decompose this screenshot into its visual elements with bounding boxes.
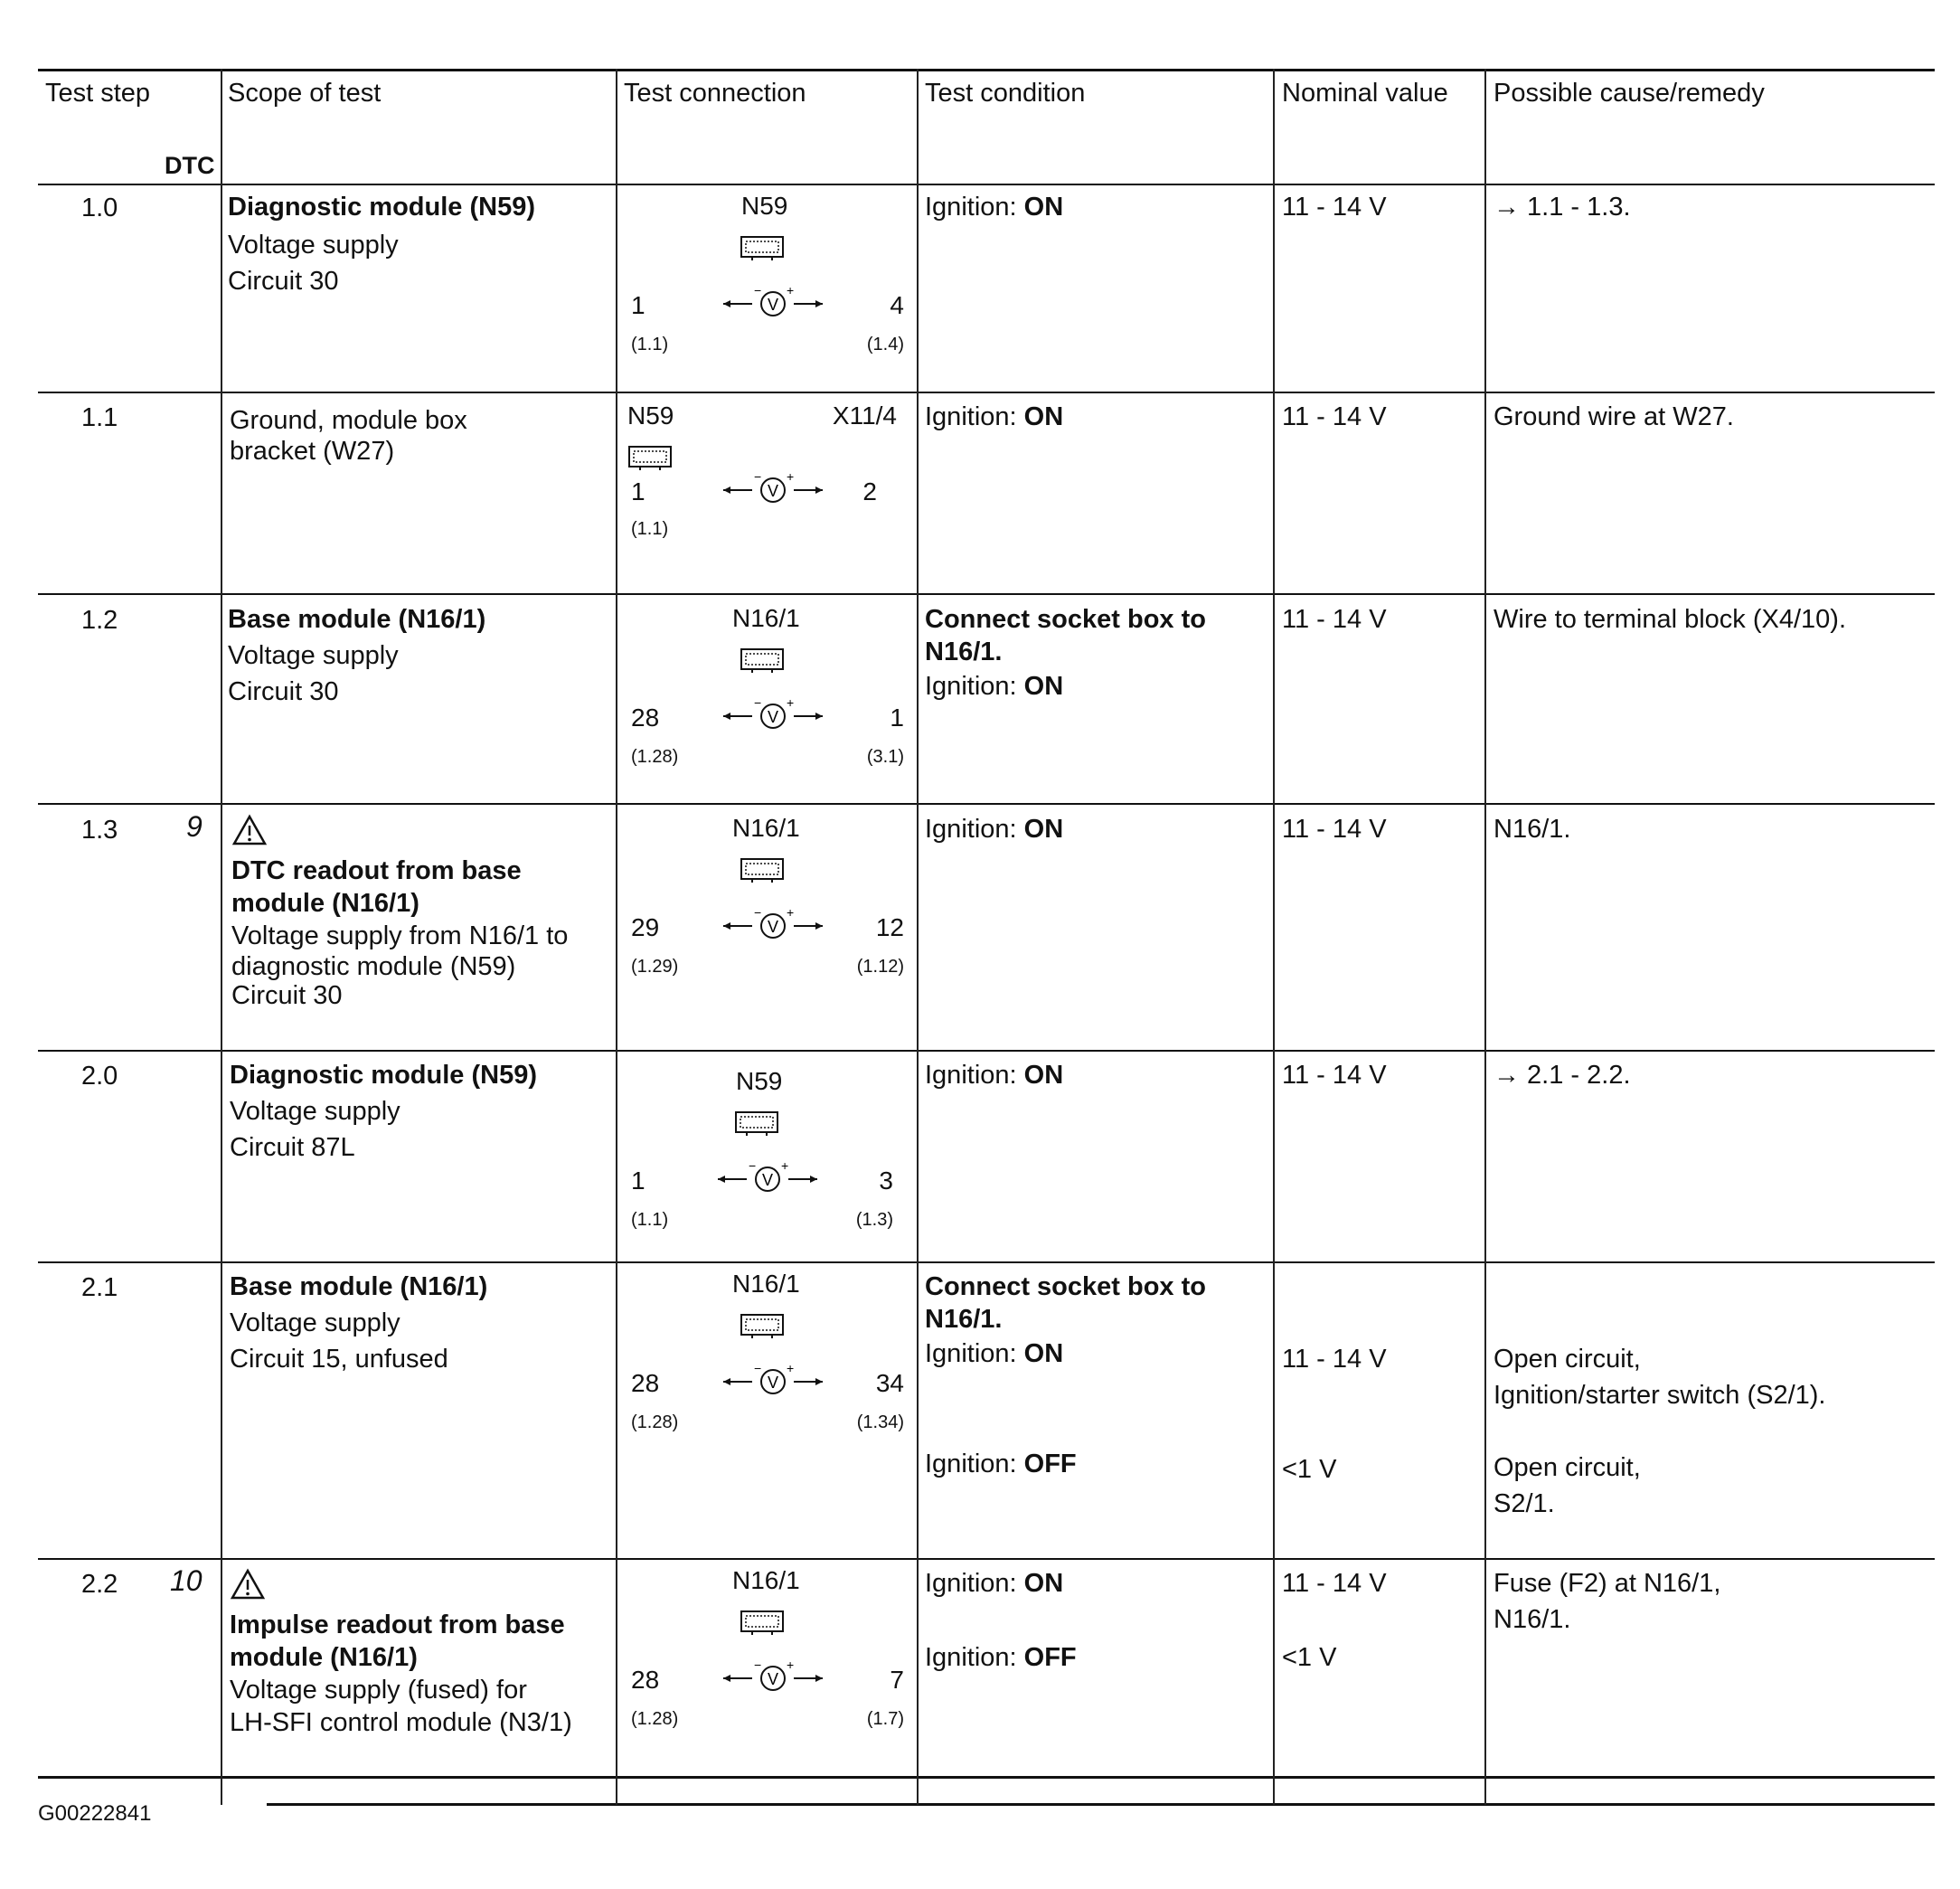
nominal-value: 11 - 14 V (1282, 402, 1387, 431)
test-step-number: 1.3 (81, 816, 118, 845)
condition-label: Ignition: (925, 1339, 1017, 1368)
scope-line: LH-SFI control module (N3/1) (230, 1708, 572, 1737)
condition-label: Ignition: (925, 1061, 1017, 1090)
test-connection-diagram (624, 1270, 913, 1432)
scope-title: Impulse readout from base (230, 1610, 565, 1639)
pin-right-reference: (3.1) (866, 747, 904, 767)
figure-id: G00222841 (38, 1801, 152, 1826)
nominal-value: 11 - 14 V (1282, 815, 1387, 844)
remedy-text: Ground wire at W27. (1494, 402, 1734, 431)
nominal-value: 11 - 14 V (1282, 1569, 1387, 1598)
pin-left-number: 28 (631, 1666, 660, 1694)
remedy-text: Wire to terminal block (X4/10). (1494, 605, 1847, 634)
test-condition (925, 1640, 1077, 1675)
voltmeter-icon (723, 1660, 823, 1696)
test-connection-diagram (624, 604, 913, 767)
nominal-value: 11 - 14 V (1282, 193, 1387, 222)
scope-title: module (N16/1) (230, 1643, 418, 1672)
condition-instruction: N16/1. (925, 1305, 1003, 1334)
header-scope: Scope of test (228, 79, 382, 108)
pin-left-number: 28 (631, 704, 660, 732)
scope-title: Diagnostic module (N59) (230, 1061, 537, 1090)
module-box-icon (627, 445, 674, 472)
row-divider (38, 1558, 1935, 1560)
scope-title: module (N16/1) (231, 889, 419, 918)
scope-line: Circuit 30 (231, 981, 343, 1010)
pin-right-number: 7 (890, 1666, 904, 1694)
svg-text:−: − (754, 698, 762, 710)
pin-right-number: 3 (879, 1166, 893, 1195)
remedy-text: N16/1. (1494, 1605, 1571, 1634)
voltmeter-icon (723, 1364, 823, 1400)
condition-value: OFF (1023, 1643, 1077, 1672)
remedy-text: → 2.1 - 2.2. (1494, 1061, 1631, 1090)
pin-left-reference: (1.29) (631, 957, 679, 977)
pin-left-number: 1 (631, 1166, 645, 1195)
pin-right-reference: (1.12) (856, 957, 904, 977)
svg-text:+: + (787, 286, 795, 298)
module-box-icon (740, 1313, 787, 1340)
table-top-rule (38, 69, 1935, 71)
condition-value: ON (1023, 1339, 1064, 1368)
module-box-icon (740, 647, 787, 675)
test-condition (925, 1336, 1063, 1371)
voltmeter-icon (723, 698, 823, 734)
scope-line: Voltage supply (230, 1097, 400, 1126)
header-condition: Test condition (925, 79, 1086, 108)
header-bottom-rule (38, 184, 1935, 185)
test-condition (925, 1058, 1063, 1092)
connector-label: N59 (741, 192, 788, 220)
voltmeter-icon (723, 472, 823, 508)
pin-left-reference: (1.28) (631, 1412, 679, 1432)
pin-right-reference: (1.4) (866, 335, 904, 354)
pin-left-number: 1 (631, 291, 645, 319)
test-condition (925, 812, 1063, 846)
pin-left-reference: (1.28) (631, 1709, 679, 1729)
condition-value: ON (1023, 1569, 1064, 1598)
scope-title: Diagnostic module (N59) (228, 193, 535, 222)
column-divider (616, 69, 617, 1805)
row-divider (38, 593, 1935, 595)
scope-title: Base module (N16/1) (228, 605, 486, 634)
test-condition (925, 190, 1063, 224)
pin-right-reference: (1.7) (866, 1709, 904, 1729)
condition-value: ON (1023, 193, 1064, 222)
condition-instruction: N16/1. (925, 638, 1003, 666)
module-box-icon (734, 1110, 781, 1138)
row-divider (38, 1776, 1935, 1779)
remedy-text: Open circuit, (1494, 1453, 1641, 1482)
connector-label: N16/1 (732, 604, 800, 632)
svg-text:+: + (787, 1364, 795, 1375)
column-divider (1273, 69, 1275, 1805)
scope-line: Voltage supply (fused) for (230, 1676, 527, 1705)
svg-text:−: − (754, 1660, 762, 1672)
scope-line: Voltage supply (228, 641, 399, 670)
nominal-value: 11 - 14 V (1282, 1061, 1387, 1090)
test-step-number: 1.1 (81, 403, 118, 432)
nominal-value: <1 V (1282, 1455, 1337, 1484)
scope-line: Circuit 30 (228, 267, 339, 296)
svg-text:V: V (761, 1171, 774, 1189)
connector-label: N59 (736, 1067, 783, 1095)
header-dtc: DTC (165, 152, 215, 179)
test-step-number: 2.0 (81, 1062, 118, 1091)
pin-right-number: 4 (890, 291, 904, 319)
column-divider (917, 69, 919, 1805)
condition-value: ON (1023, 402, 1064, 431)
pin-left-number: 29 (631, 913, 660, 941)
remedy-text: N16/1. (1494, 815, 1571, 844)
connector-label: N59 (627, 401, 674, 430)
condition-value: ON (1023, 672, 1064, 701)
svg-text:+: + (787, 908, 795, 920)
svg-text:−: − (754, 472, 762, 484)
svg-text:−: − (754, 286, 762, 298)
remedy-text: Ignition/starter switch (S2/1). (1494, 1381, 1826, 1410)
column-divider (1484, 69, 1486, 1805)
scope-line: Voltage supply (230, 1308, 400, 1337)
connector-label: X11/4 (832, 401, 897, 430)
svg-text:V: V (767, 708, 779, 726)
condition-label: Ignition: (925, 402, 1017, 431)
test-step-number: 2.2 (81, 1570, 118, 1599)
test-connection-diagram (624, 814, 913, 977)
condition-instruction: Connect socket box to (925, 1272, 1206, 1301)
pin-right-number: 1 (890, 704, 904, 732)
nominal-value: 11 - 14 V (1282, 605, 1387, 634)
scope-line: Circuit 87L (230, 1133, 355, 1162)
pin-right-number: 2 (862, 477, 877, 505)
pin-left-number: 28 (631, 1369, 660, 1397)
header-nominal: Nominal value (1282, 79, 1448, 108)
pin-left-reference: (1.1) (631, 519, 669, 539)
module-box-icon (740, 857, 787, 884)
warning-triangle-icon (231, 814, 268, 853)
module-box-icon (740, 235, 787, 262)
scope-line: bracket (W27) (230, 437, 395, 466)
condition-label: Ignition: (925, 672, 1017, 701)
pin-right-number: 34 (875, 1369, 904, 1397)
column-divider (221, 69, 222, 1805)
scope-title: Base module (N16/1) (230, 1272, 488, 1301)
pin-left-reference: (1.1) (631, 335, 669, 354)
module-box-icon (740, 1610, 787, 1637)
svg-text:−: − (754, 1364, 762, 1375)
pin-right-number: 12 (875, 913, 904, 941)
connector-label: N16/1 (732, 1270, 800, 1298)
svg-text:V: V (767, 296, 779, 314)
condition-value: ON (1023, 1061, 1064, 1090)
test-condition (925, 1566, 1063, 1601)
dtc-number: 9 (186, 810, 203, 843)
scope-line: Circuit 15, unfused (230, 1345, 448, 1374)
test-step-number: 1.0 (81, 194, 118, 222)
svg-text:V: V (767, 918, 779, 936)
condition-label: Ignition: (925, 1569, 1017, 1598)
test-connection-diagram (624, 192, 913, 354)
svg-text:+: + (787, 1660, 795, 1672)
svg-text:V: V (767, 1670, 779, 1688)
remedy-text: Fuse (F2) at N16/1, (1494, 1569, 1721, 1598)
scope-line: Voltage supply from N16/1 to (231, 921, 569, 950)
dtc-number: 10 (170, 1564, 203, 1597)
remedy-text: → 1.1 - 1.3. (1494, 193, 1631, 222)
svg-text:+: + (787, 472, 795, 484)
voltmeter-icon (718, 1161, 817, 1197)
row-divider (38, 803, 1935, 805)
nominal-value: 11 - 14 V (1282, 1345, 1387, 1374)
pin-left-reference: (1.28) (631, 747, 679, 767)
row-divider (38, 1050, 1935, 1052)
condition-label: Ignition: (925, 815, 1017, 844)
condition-value: ON (1023, 815, 1064, 844)
test-connection-diagram (624, 1566, 913, 1729)
test-condition (925, 1447, 1077, 1481)
pin-right-reference: (1.34) (856, 1412, 904, 1432)
condition-label: Ignition: (925, 193, 1017, 222)
nominal-value: <1 V (1282, 1643, 1337, 1672)
remedy-text: Open circuit, (1494, 1345, 1641, 1374)
scope-title: DTC readout from base (231, 856, 522, 885)
scope-line: Circuit 30 (228, 677, 339, 706)
svg-text:+: + (781, 1161, 789, 1173)
test-step-number: 2.1 (81, 1273, 118, 1302)
test-condition (925, 400, 1063, 434)
voltmeter-icon (723, 286, 823, 322)
header-test-step: Test step (45, 79, 151, 108)
svg-text:V: V (767, 482, 779, 500)
condition-label: Ignition: (925, 1450, 1017, 1478)
scope-line: Ground, module box (230, 406, 467, 435)
warning-triangle-icon (230, 1568, 266, 1607)
scope-line: diagnostic module (N59) (231, 952, 516, 981)
connector-label: N16/1 (732, 1566, 800, 1594)
condition-label: Ignition: (925, 1643, 1017, 1672)
condition-instruction: Connect socket box to (925, 605, 1206, 634)
test-step-number: 1.2 (81, 606, 118, 635)
svg-text:−: − (749, 1161, 757, 1173)
scope-line: Voltage supply (228, 231, 399, 260)
row-divider (38, 392, 1935, 393)
header-remedy: Possible cause/remedy (1494, 79, 1765, 108)
svg-text:−: − (754, 908, 762, 920)
voltmeter-icon (723, 908, 823, 944)
pin-left-number: 1 (631, 477, 645, 505)
svg-text:+: + (787, 698, 795, 710)
header-connection: Test connection (624, 79, 806, 108)
remedy-text: S2/1. (1494, 1489, 1555, 1518)
pin-right-reference: (1.3) (855, 1210, 893, 1230)
table-bottom-rule (267, 1803, 1935, 1806)
condition-value: OFF (1023, 1450, 1077, 1478)
pin-left-reference: (1.1) (631, 1210, 669, 1230)
test-condition (925, 669, 1063, 704)
connector-label: N16/1 (732, 814, 800, 842)
row-divider (38, 1261, 1935, 1263)
test-connection-diagram (624, 1067, 913, 1230)
test-connection-diagram (624, 401, 913, 555)
svg-text:V: V (767, 1374, 779, 1392)
